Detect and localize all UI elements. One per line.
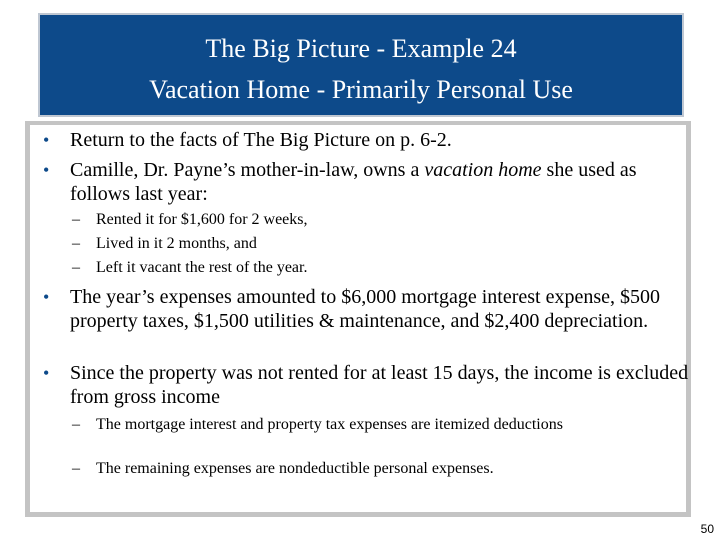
bullet-marker: • [43, 287, 50, 307]
slide-title: The Big Picture - Example 24 [205, 34, 517, 63]
sub-bullet-text: Left it vacant the rest of the year. [96, 259, 308, 276]
slide-subtitle: Vacation Home - Primarily Personal Use [149, 75, 573, 104]
bullet-marker: • [43, 160, 50, 180]
sub-bullet-text: Rented it for $1,600 for 2 weeks, [96, 211, 308, 228]
bullet-text-emphasis: vacation home [424, 159, 542, 181]
bullet-text-part: she used as follows last year: [70, 159, 637, 205]
bullet-text [70, 158, 692, 206]
sub-bullet-text: The mortgage interest and property tax expenses are itemized deductions [96, 416, 563, 433]
sub-bullet-text: The remaining expenses are nondeductible personal expenses. [96, 460, 494, 477]
bullet-marker: • [43, 130, 50, 150]
bullet-marker: • [43, 363, 50, 383]
sub-bullet-text: Lived in it 2 months, and [96, 235, 257, 252]
sub-bullet-marker: – [72, 259, 80, 276]
sub-bullet-marker: – [72, 211, 80, 228]
slide-content [25, 121, 691, 517]
sub-bullet-marker: – [72, 460, 80, 477]
slide-title-box [38, 13, 684, 117]
page-number: 50 [700, 522, 714, 536]
bullet-text: Since the property was not rented for at least 15 days, the income is excluded from gross income [70, 362, 689, 408]
bullet-text-part: Camille, Dr. Payne’s mother-in-law, owns a [70, 159, 425, 181]
bullet-text: Return to the facts of The Big Picture on p. 6-2. [70, 129, 452, 151]
bullet-text: The year’s expenses amounted to $6,000 mortgage interest expense, $500 property taxes, $1,500 utilities & maintenance, and $2,400 depreciation. [70, 286, 661, 332]
sub-bullet-marker: – [72, 416, 80, 433]
sub-bullet-marker: – [72, 235, 80, 252]
